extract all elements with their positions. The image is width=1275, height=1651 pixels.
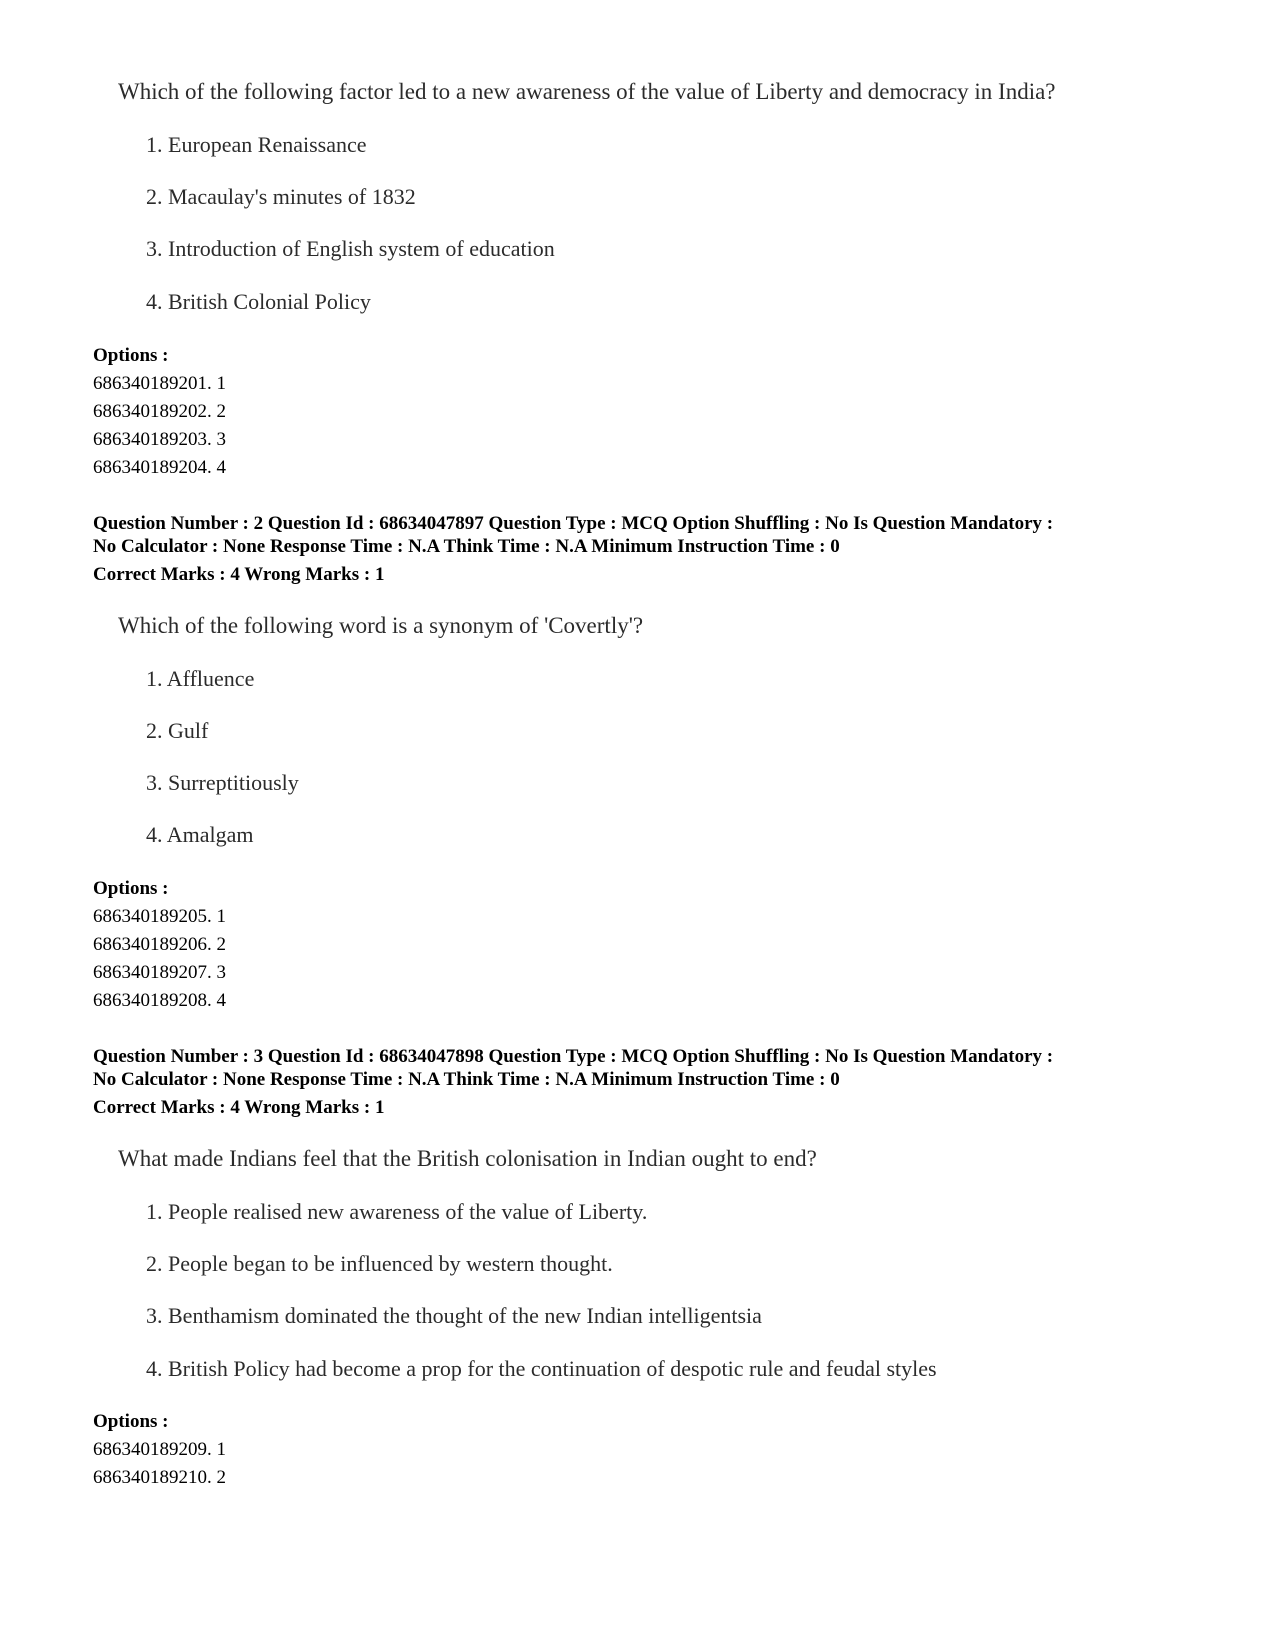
question-2-choice-2: 2. Gulf (146, 718, 209, 743)
question-2-text: Which of the following word is a synonym of 'Covertly'? (118, 613, 644, 638)
question-3-choice-1: 1. People realised new awareness of the value of Liberty. (146, 1199, 648, 1224)
question-1-option-2: 686340189202. 2 (93, 401, 226, 422)
question-2-option-1: 686340189205. 1 (93, 906, 226, 927)
question-3-options-label: Options : (93, 1411, 169, 1432)
question-3-choice-4: 4. British Policy had become a prop for the continuation of despotic rule and feudal styles (146, 1356, 937, 1381)
question-2-choice-1: 1. Affluence (146, 666, 255, 691)
question-2-marks: Correct Marks : 4 Wrong Marks : 1 (93, 564, 385, 585)
question-3-choice-3: 3. Benthamism dominated the thought of the new Indian intelligentsia (146, 1303, 762, 1328)
question-3-meta-line-2: No Calculator : None Response Time : N.A Think Time : N.A Minimum Instruction Time : 0 (93, 1069, 840, 1090)
question-1-option-1: 686340189201. 1 (93, 373, 226, 394)
question-2-options-label: Options : (93, 878, 169, 899)
question-2-option-4: 686340189208. 4 (93, 990, 226, 1011)
question-2-option-2: 686340189206. 2 (93, 934, 226, 955)
question-1-text: Which of the following factor led to a new awareness of the value of Liberty and democracy in India? (118, 79, 1056, 104)
question-1-choice-4: 4. British Colonial Policy (146, 289, 371, 314)
question-2-meta-line-1: Question Number : 2 Question Id : 68634047897 Question Type : MCQ Option Shuffling : No Is Question Mandatory : (93, 513, 1054, 534)
question-1-option-3: 686340189203. 3 (93, 429, 226, 450)
question-3-option-1: 686340189209. 1 (93, 1439, 226, 1460)
question-1-options-label: Options : (93, 345, 169, 366)
question-1-choice-1: 1. European Renaissance (146, 132, 367, 157)
question-1-choice-3: 3. Introduction of English system of education (146, 236, 555, 261)
question-1-choice-2: 2. Macaulay's minutes of 1832 (146, 184, 416, 209)
question-2-choice-3: 3. Surreptitiously (146, 770, 299, 795)
question-2-choice-4: 4. Amalgam (146, 822, 254, 847)
question-3-text: What made Indians feel that the British colonisation in Indian ought to end? (118, 1146, 817, 1171)
question-3-option-2: 686340189210. 2 (93, 1467, 226, 1488)
question-3-choice-2: 2. People began to be influenced by western thought. (146, 1251, 613, 1276)
question-1-option-4: 686340189204. 4 (93, 457, 226, 478)
question-2-meta-line-2: No Calculator : None Response Time : N.A Think Time : N.A Minimum Instruction Time : 0 (93, 536, 840, 557)
question-3-marks: Correct Marks : 4 Wrong Marks : 1 (93, 1097, 385, 1118)
question-3-meta-line-1: Question Number : 3 Question Id : 68634047898 Question Type : MCQ Option Shuffling : No Is Question Mandatory : (93, 1046, 1054, 1067)
question-2-option-3: 686340189207. 3 (93, 962, 226, 983)
